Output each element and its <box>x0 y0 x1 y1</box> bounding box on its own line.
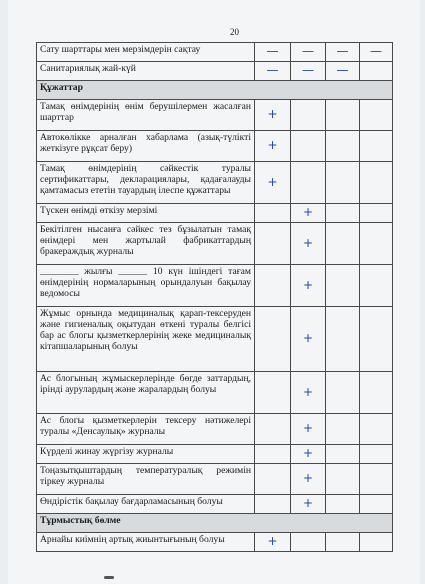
mark-cell <box>255 223 291 265</box>
mark-cell <box>326 414 360 445</box>
mark-cell: + <box>255 131 291 162</box>
mark-cell <box>326 464 360 495</box>
mark-cell: + <box>291 307 326 372</box>
mark-cell: + <box>291 265 326 307</box>
document-page <box>8 0 420 584</box>
criterion-label: Ас блогы қызметкерлерін тексеру нәтижелері туралы «Денсаулық» журналы <box>37 414 255 445</box>
mark-cell <box>326 533 360 552</box>
mark-cell <box>360 62 393 81</box>
mark-cell <box>360 307 393 372</box>
criterion-label: Түскен өнімді өткізу мерзімі <box>37 204 255 223</box>
table-row <box>37 43 393 62</box>
mark-cell <box>255 495 291 514</box>
mark-cell: — <box>255 43 291 62</box>
mark-cell <box>360 372 393 414</box>
mark-cell: — <box>360 43 393 62</box>
mark-cell <box>326 131 360 162</box>
mark-cell <box>326 223 360 265</box>
mark-cell: + <box>291 464 326 495</box>
table-row <box>37 445 393 464</box>
table-row <box>37 533 393 552</box>
criterion-label: Күрделі жинау жүргізу журналы <box>37 445 255 464</box>
criterion-label: Өндірістік бақылау бағдарламасының болуы <box>37 495 255 514</box>
table-row <box>37 162 393 204</box>
inspection-table <box>36 42 393 552</box>
mark-cell <box>326 445 360 464</box>
mark-cell <box>360 162 393 204</box>
mark-cell <box>255 265 291 307</box>
mark-cell <box>291 162 326 204</box>
mark-cell: — <box>326 62 360 81</box>
mark-cell <box>360 204 393 223</box>
mark-cell <box>360 100 393 131</box>
mark-cell: + <box>291 372 326 414</box>
table-row <box>37 131 393 162</box>
mark-cell <box>360 223 393 265</box>
mark-cell <box>326 495 360 514</box>
mark-cell <box>326 307 360 372</box>
mark-cell <box>360 131 393 162</box>
mark-cell: — <box>291 62 326 81</box>
criterion-label: Тоңазытқыштардың температуралық режимін тіркеу журналы <box>37 464 255 495</box>
mark-cell: — <box>255 62 291 81</box>
table-row <box>37 495 393 514</box>
mark-cell: + <box>291 223 326 265</box>
mark-cell <box>326 372 360 414</box>
scan-mark <box>104 576 114 579</box>
table-row <box>37 464 393 495</box>
mark-cell <box>326 265 360 307</box>
mark-cell <box>255 204 291 223</box>
mark-cell <box>255 372 291 414</box>
table-row <box>37 307 393 372</box>
page-number: 20 <box>230 27 239 37</box>
criterion-label: Жұмыс орнында медициналық қарап-тексеруден және гигиеналық оқытудан өткені туралы белгісі бар ас блогы қызметкерлерінің жеке медициналық кітапшаларының болуы <box>37 307 255 372</box>
mark-cell: + <box>255 100 291 131</box>
mark-cell <box>291 131 326 162</box>
section-row <box>37 81 393 100</box>
criterion-label: Арнайы киімнің артық жиынтығының болуы <box>37 533 255 552</box>
mark-cell <box>255 464 291 495</box>
mark-cell: — <box>326 43 360 62</box>
mark-cell: + <box>255 533 291 552</box>
mark-cell <box>291 100 326 131</box>
mark-cell <box>360 414 393 445</box>
criterion-label: Сату шарттары мен мерзімдерін сақтау <box>37 43 255 62</box>
mark-cell: + <box>291 445 326 464</box>
section-title: Тұрмыстық бөлме <box>37 514 393 533</box>
mark-cell: + <box>291 414 326 445</box>
criterion-label: ________ жылғы ______ 10 күн ішіндегі тағам өнімдерінің нормаларының орындалуын бақылау ведомосы <box>37 265 255 307</box>
mark-cell: + <box>291 495 326 514</box>
mark-cell <box>255 445 291 464</box>
mark-cell <box>360 533 393 552</box>
table-row <box>37 265 393 307</box>
mark-cell <box>326 204 360 223</box>
criterion-label: Ас блогының жұмыскерлерінде бөгде заттардың, ірінді аурулардың және жаралардың болуы <box>37 372 255 414</box>
mark-cell <box>326 162 360 204</box>
mark-cell: + <box>255 162 291 204</box>
table-row <box>37 62 393 81</box>
mark-cell <box>360 464 393 495</box>
table-row <box>37 414 393 445</box>
mark-cell <box>360 445 393 464</box>
mark-cell <box>291 533 326 552</box>
table-row <box>37 100 393 131</box>
section-title: Құжаттар <box>37 81 393 100</box>
criterion-label: Санитариялық жай-күй <box>37 62 255 81</box>
mark-cell <box>255 414 291 445</box>
criterion-label: Тамақ өнімдерінің өнім берушілермен жасалған шарттар <box>37 100 255 131</box>
criterion-label: Бекітілген нысанға сәйкес тез бұзылатын тамақ өнімдері мен жартылай фабрикаттардың бракераждық журналы <box>37 223 255 265</box>
mark-cell <box>255 307 291 372</box>
criterion-label: Тамақ өнімдерінің сәйкестік туралы сертификаттары, декларациялары, қадағалауды қамтамасыз ететін тауардың ілеспе құжаттары <box>37 162 255 204</box>
table-row <box>37 223 393 265</box>
criterion-label: Автокөлікке арналған хабарлама (азық-түлікті жеткізуге рұқсат беру) <box>37 131 255 162</box>
section-row <box>37 514 393 533</box>
mark-cell <box>360 265 393 307</box>
table-row <box>37 372 393 414</box>
mark-cell: — <box>291 43 326 62</box>
table-row <box>37 204 393 223</box>
mark-cell: + <box>291 204 326 223</box>
mark-cell <box>360 495 393 514</box>
mark-cell <box>326 100 360 131</box>
